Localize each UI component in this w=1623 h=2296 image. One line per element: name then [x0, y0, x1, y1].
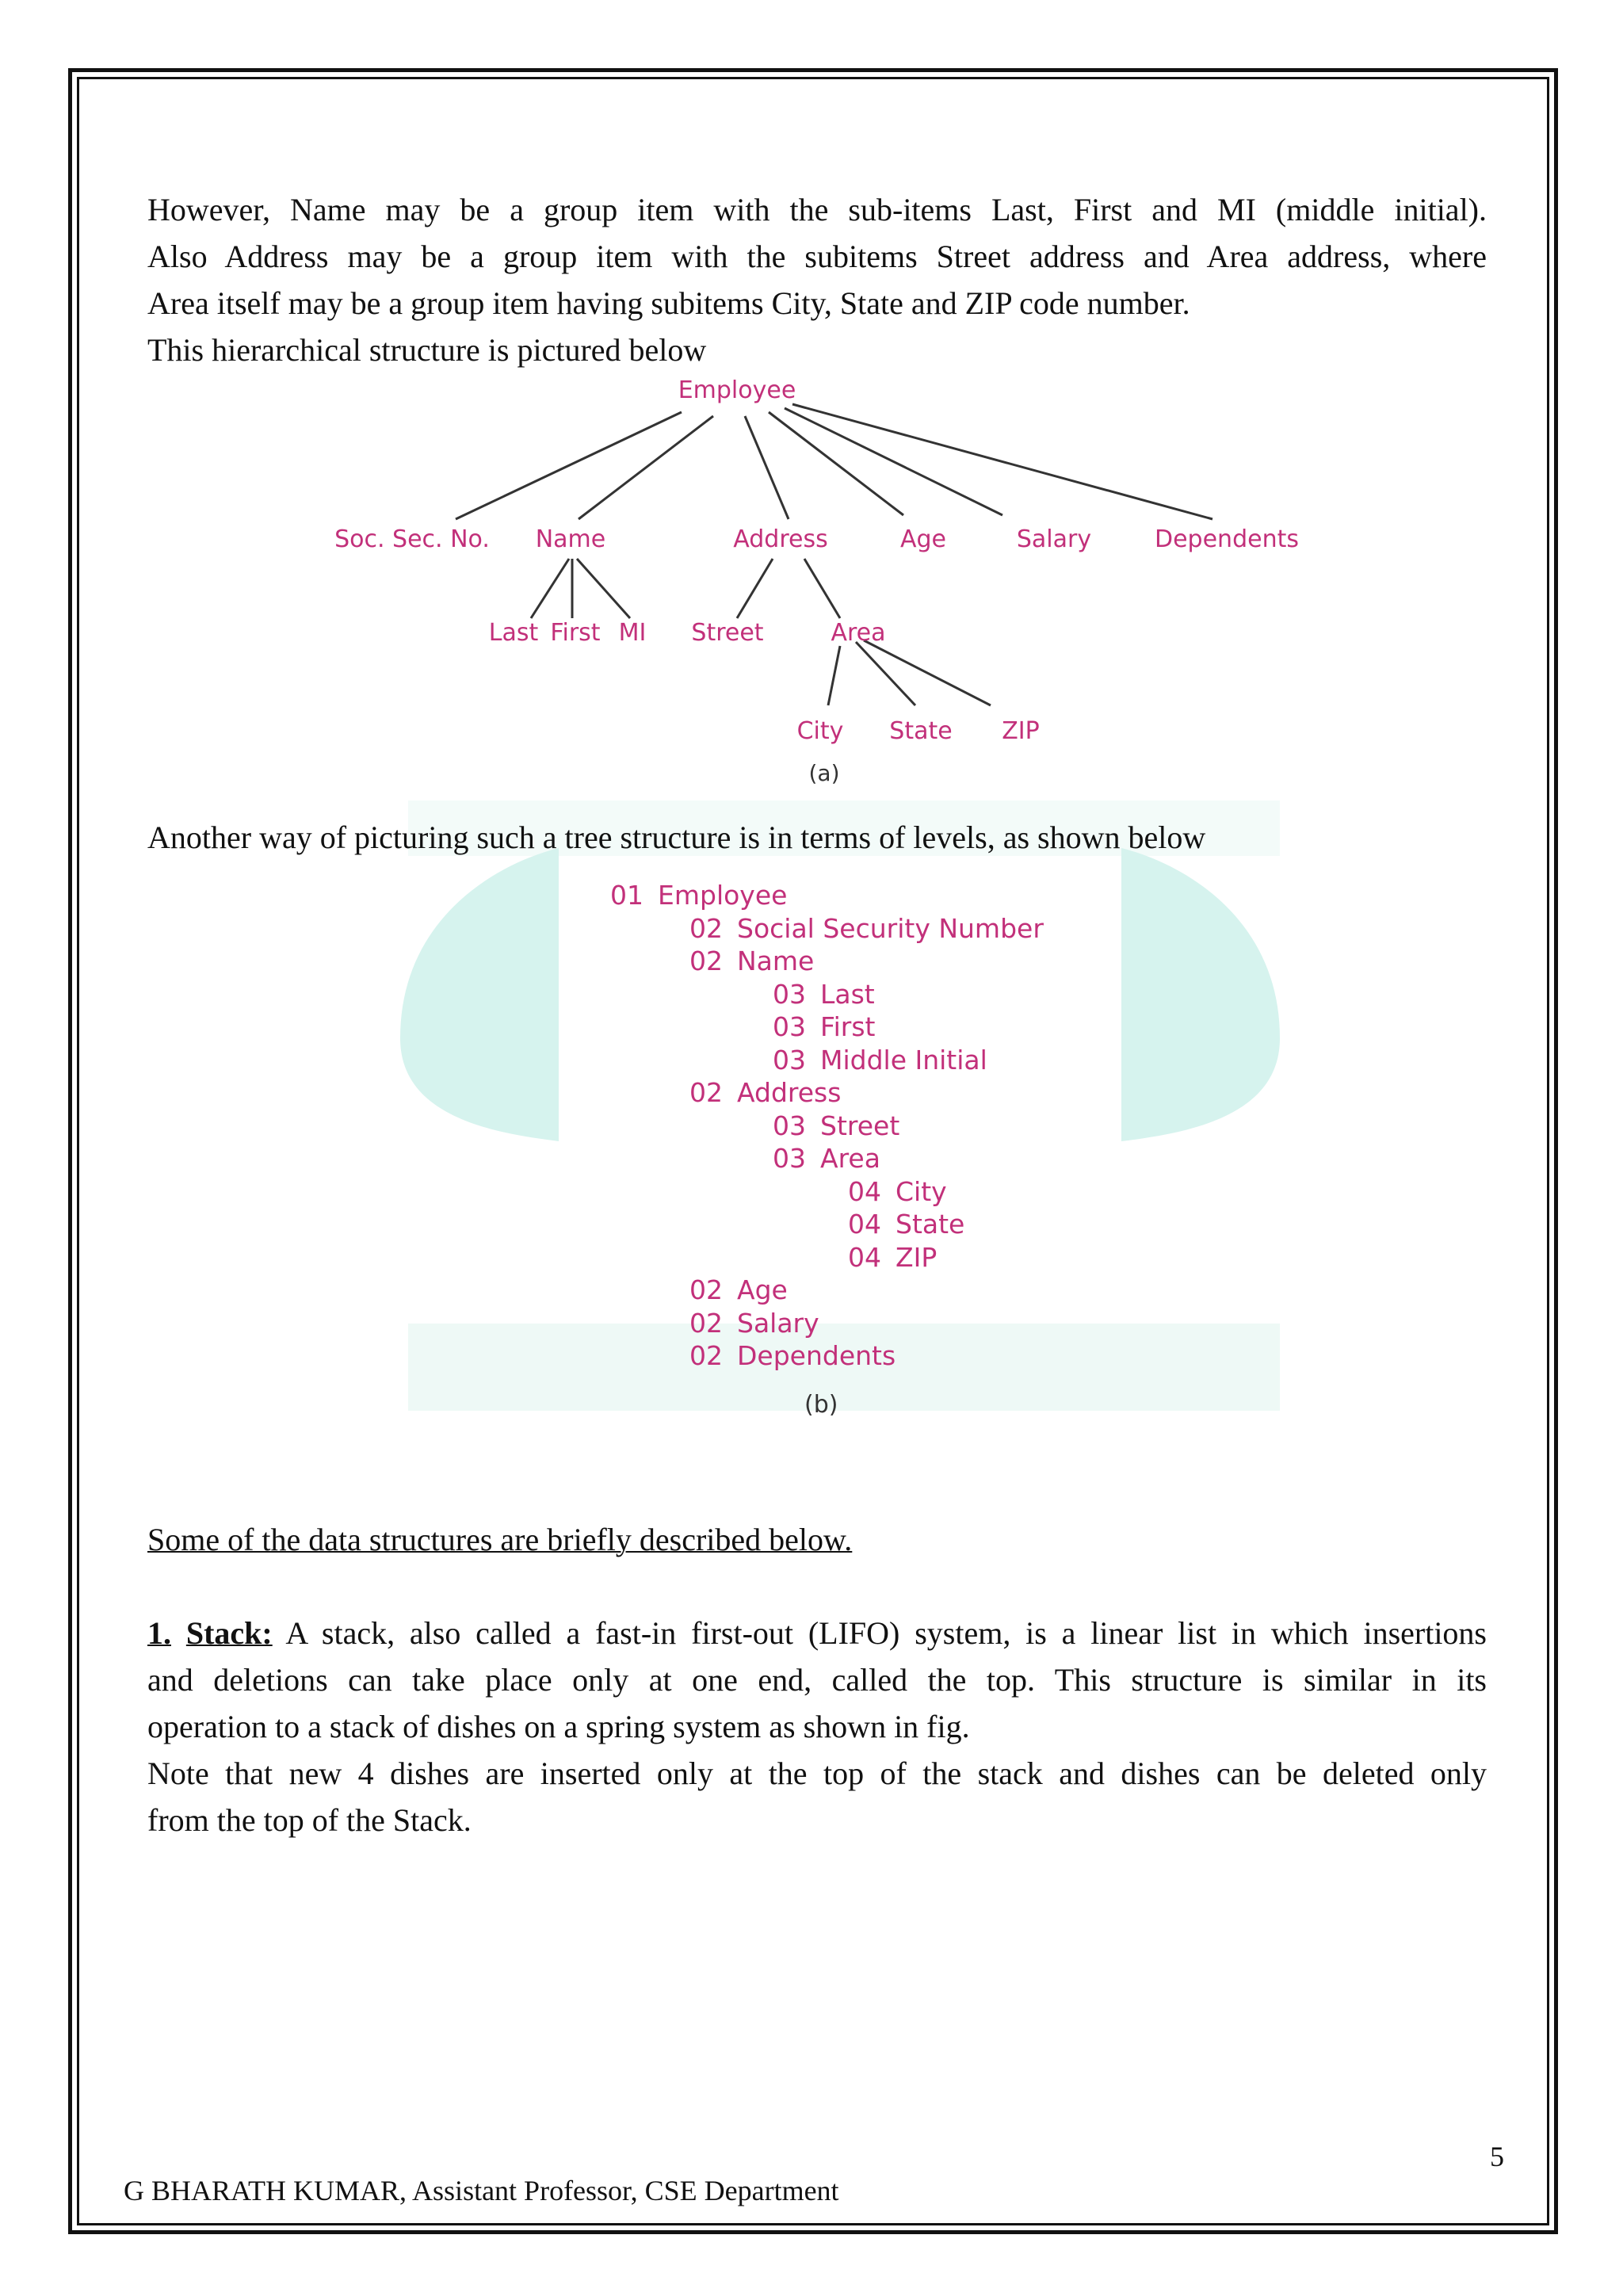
- stack-line-1: A stack, also called a fast-in first-out (LIFO) system, is a linear list in which insertions: [272, 1615, 1487, 1651]
- level-number: 03: [773, 1110, 806, 1141]
- tree-node-address: Address: [733, 525, 828, 553]
- tree-node-last: Last: [488, 619, 539, 647]
- level-number: 02: [689, 1077, 723, 1108]
- intro-line-2: Also Address may be a group item with the subitems Street address and Area address, where: [147, 239, 1487, 274]
- levels-intro-line: Another way of picturing such a tree structure is in terms of levels, as shown below: [147, 819, 1206, 855]
- stack-line-4: Note that new 4 dishes are inserted only at the top of the stack and dishes can be deleted only: [147, 1755, 1487, 1791]
- level-label: Street: [820, 1110, 900, 1141]
- level-label: Social Security Number: [737, 912, 1044, 944]
- level-number: 02: [689, 1274, 723, 1305]
- tree-node-soc-sec: Soc. Sec. No.: [334, 525, 490, 553]
- tree-node-age: Age: [899, 525, 947, 553]
- tree-node-root: Employee: [678, 376, 796, 404]
- level-label: Address: [737, 1077, 842, 1108]
- levels-intro-paragraph: [147, 814, 1487, 861]
- level-number: 02: [689, 1340, 723, 1371]
- stack-line-2: and deletions can take place only at one end, called the top. This structure is similar in its: [147, 1662, 1487, 1698]
- tree-node-zip: ZIP: [1002, 717, 1040, 745]
- level-row: [610, 880, 787, 911]
- intro-paragraph: [147, 186, 1487, 373]
- level-label: Salary: [737, 1307, 819, 1339]
- level-row: [689, 1077, 841, 1108]
- level-number: 02: [689, 912, 723, 944]
- level-number: 03: [773, 1143, 806, 1174]
- level-row: [848, 1242, 937, 1273]
- hierarchy-tree-diagram: [317, 372, 1316, 793]
- level-label: Area: [820, 1143, 880, 1174]
- level-row: [773, 1143, 880, 1174]
- footer-author: G BHARATH KUMAR, Assistant Professor, CSE Department: [124, 2175, 839, 2206]
- level-row: [689, 946, 814, 976]
- tree-caption: (a): [808, 760, 840, 786]
- level-number: 01: [610, 880, 643, 911]
- level-number: 04: [848, 1175, 881, 1207]
- tree-node-first: First: [550, 619, 601, 647]
- section-heading: [147, 1516, 1487, 1563]
- level-label: Last: [820, 978, 875, 1010]
- tree-node-city: City: [796, 717, 844, 745]
- tree-node-dependents: Dependents: [1155, 525, 1299, 553]
- intro-line-4: This hierarchical structure is pictured below: [147, 332, 707, 368]
- level-number: 02: [689, 946, 723, 976]
- stack-title: Stack:: [185, 1615, 273, 1651]
- level-row: [848, 1209, 964, 1240]
- level-number: 03: [773, 1044, 806, 1075]
- stack-number: 1.: [147, 1615, 171, 1651]
- intro-line-3: Area itself may be a group item having subitems City, State and ZIP code number.: [147, 285, 1190, 321]
- level-label: ZIP: [896, 1241, 938, 1273]
- tree-node-street: Street: [691, 619, 764, 647]
- levels-listing: [555, 880, 1157, 1450]
- stack-line-3: operation to a stack of dishes on a spring system as shown in fig.: [147, 1709, 970, 1744]
- level-row: [773, 1110, 899, 1141]
- level-row: [689, 1274, 788, 1305]
- stack-line-5: from the top of the Stack.: [147, 1802, 472, 1838]
- tree-node-salary: Salary: [1016, 525, 1092, 553]
- levels-caption: (b): [804, 1391, 838, 1419]
- level-number: 03: [773, 978, 806, 1010]
- tree-node-state: State: [889, 717, 953, 745]
- level-label: Name: [737, 946, 815, 976]
- level-label: Age: [737, 1274, 788, 1305]
- level-number: 04: [848, 1241, 881, 1273]
- tree-node-name: Name: [535, 525, 606, 553]
- level-number: 03: [773, 1011, 806, 1042]
- level-row: [773, 1011, 875, 1042]
- page-number: 5: [1490, 2141, 1504, 2172]
- tree-node-mi: MI: [618, 619, 647, 647]
- intro-line-1: However, Name may be a group item with the sub-items Last, First and MI (middle initial).: [147, 192, 1487, 227]
- level-row: [689, 913, 1044, 944]
- level-number: 04: [848, 1209, 881, 1240]
- level-number: 02: [689, 1307, 723, 1339]
- section-heading-text: Some of the data structures are briefly described below.: [147, 1522, 853, 1557]
- level-row: [848, 1176, 947, 1207]
- level-label: Dependents: [737, 1340, 896, 1371]
- level-row: [773, 979, 875, 1010]
- tree-node-area: Area: [831, 619, 886, 647]
- level-row: [689, 1340, 896, 1371]
- stack-paragraph: [147, 1610, 1487, 1843]
- level-row: [689, 1308, 819, 1339]
- level-label: Middle Initial: [820, 1044, 987, 1075]
- level-label: Employee: [658, 880, 788, 911]
- level-label: City: [896, 1175, 947, 1207]
- level-row: [773, 1045, 987, 1075]
- level-label: First: [820, 1011, 876, 1042]
- level-label: State: [896, 1209, 965, 1240]
